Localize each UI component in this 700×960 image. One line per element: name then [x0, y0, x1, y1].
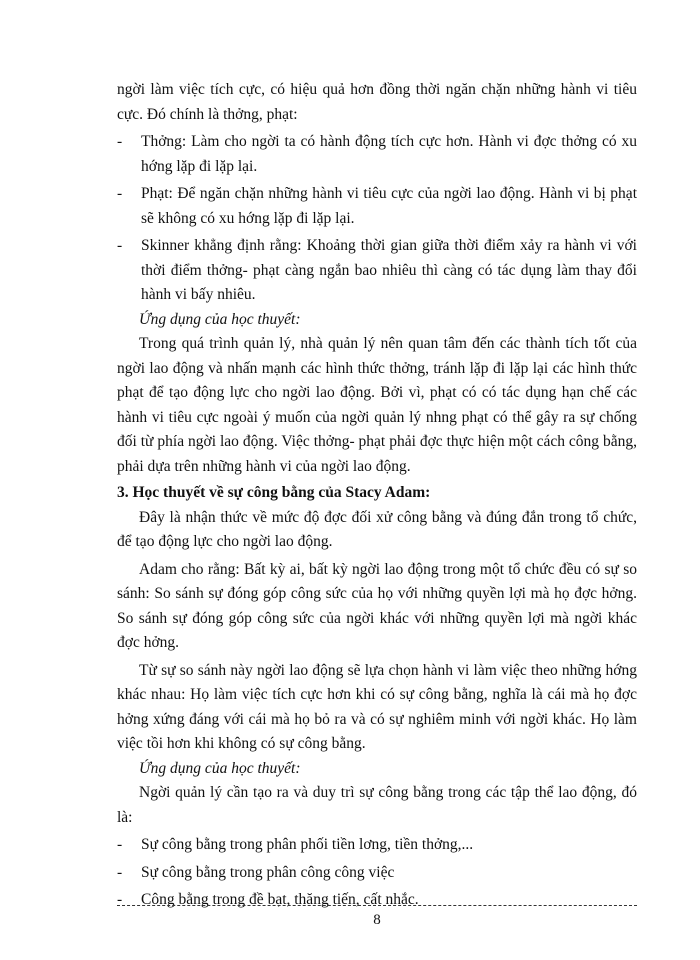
bullet-text: Thởng: Làm cho ngời ta có hành động tích cực hơn. Hành vi đợc thởng có xu hớng lặp đi lặp lại. [141, 133, 637, 175]
page-number: 8 [373, 912, 381, 928]
paragraph-behavior-choice: Từ sự so sánh này ngời lao động sẽ lựa chọn hành vi làm việc theo những hớng khác nhau: Họ làm việc tích cực hơn khi có sự công bằng, nghĩa là cái mà họ đợc hởng xứng đáng với cái mà họ bỏ ra và có sự nghiêm minh với ngời khác. Họ làm việc tồi hơn khi không có sự công bằng. [117, 661, 637, 752]
paragraph-application-equity: Ngời quản lý cần tạo ra và duy trì sự công bằng trong các tập thể lao động, đó là: [117, 784, 637, 826]
application-label-2: Ứng dụng của học thuyết: [139, 759, 301, 777]
bullet-text: Phạt: Để ngăn chặn những hành vi tiêu cực của ngời lao động. Hành vi bị phạt sẽ không có xu hớng lặp đi lặp lại. [141, 185, 637, 227]
paragraph-equity-definition: Đây là nhận thức về mức độ đợc đối xử công bằng và đúng đắn trong tổ chức, để tạo động lực cho ngời lao động. [117, 508, 637, 550]
application-label-1: Ứng dụng của học thuyết: [139, 310, 301, 328]
paragraph-reward-punishment-intro: ngời làm việc tích cực, có hiệu quả hơn đồng thời ngăn chặn những hành vi tiêu cực. Đó chính là thởng, phạt: [117, 81, 637, 123]
bullet-text: Công bằng trong đề bạt, thăng tiến, cất nhắc. [141, 891, 419, 908]
bullet-text: Sự công bằng trong phân công công việc [141, 863, 395, 881]
bullet-text: Sự công bằng trong phân phối tiền lơng, tiền thởng,... [141, 836, 474, 853]
bullet-text: Skinner khẳng định rằng: Khoảng thời gian giữa thời điểm xảy ra hành vi với thời điểm thởng- phạt càng ngắn bao nhiêu thì càng có tác dụng làm thay đổi hành vi bấy nhiêu. [141, 237, 637, 303]
bullet-item-work-equity [117, 861, 637, 886]
bullet-dash: - [117, 891, 123, 908]
bullet-dash: - [117, 863, 123, 881]
bullet-dash: - [117, 185, 123, 202]
section-heading-adam: 3. Học thuyết về sự công bằng của Stacy Adam: [117, 484, 431, 501]
paragraph-adam-comparison: Adam cho rằng: Bất kỳ ai, bất kỳ ngời lao động trong một tổ chức đều có sự so sánh: So sánh sự đóng góp công sức của họ với những quyền lợi mà họ đợc hởng. So sánh sự đóng góp công sức của ngời khác với những quyền lợi mà ngời khác đợc hởng. [117, 560, 637, 651]
paragraph-application-skinner: Trong quá trình quản lý, nhà quản lý nên quan tâm đến các thành tích tốt của ngời lao động và nhấn mạnh các hình thức thởng, tránh lặp đi lặp lại các hình thức phạt để tạo động lực cho ngời lao động. Bởi vì, phạt có có tác dụng hạn chế các hành vi tiêu cực ngoài ý muốn của ngời quản lý nhng phạt có thể gây ra sự chống đối từ phía ngời lao động. Việc thởng- phạt phải đợc thực hiện một cách công bằng, phải dựa trên những hành vi của ngời lao động. [117, 335, 637, 475]
bullet-dash: - [117, 237, 123, 254]
bullet-dash: - [117, 836, 123, 853]
bullet-item-skinner [117, 234, 637, 308]
page-content [117, 78, 637, 913]
bullet-item-punishment [117, 182, 637, 231]
bullet-item-reward [117, 130, 637, 179]
bullet-item-salary-equity [117, 833, 637, 858]
bullet-dash: - [117, 133, 123, 150]
footer-divider [117, 905, 637, 906]
